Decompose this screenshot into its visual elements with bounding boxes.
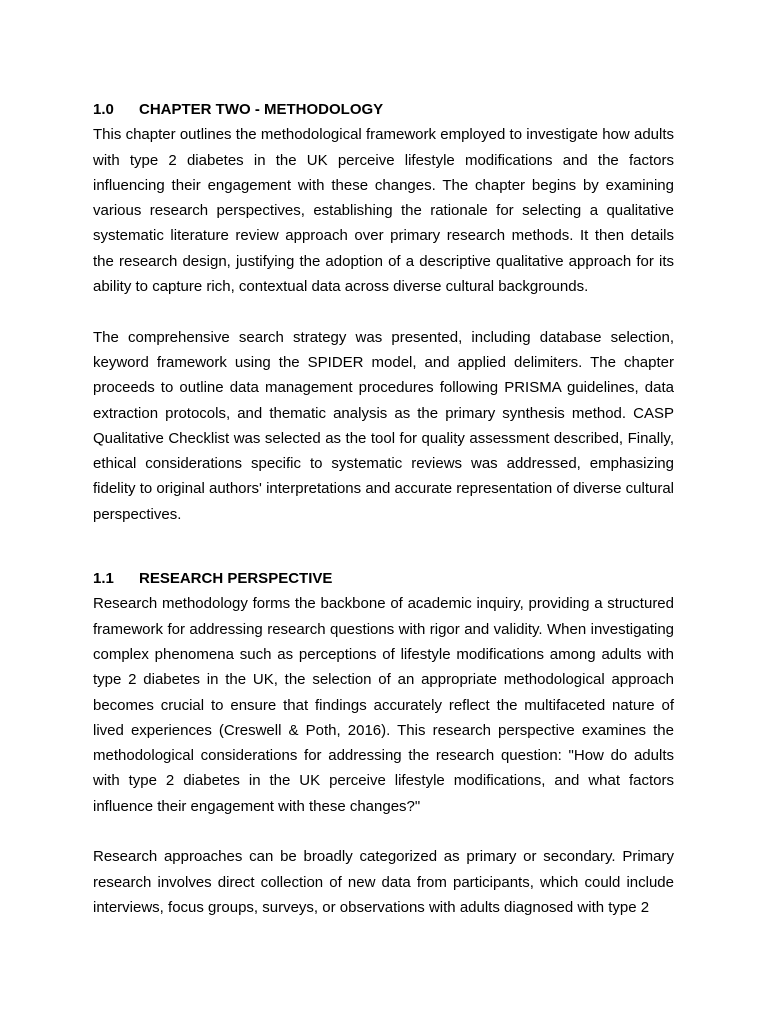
section-title: CHAPTER TWO - METHODOLOGY bbox=[139, 101, 384, 118]
paragraph: Research methodology forms the backbone of academic inquiry, providing a structured framework for addressing research questions with rigor and validity. When investigating complex phenomena such as perceptions of lifestyle modifications among adults with type 2 diabetes in the UK, the selection of an appropriate methodological approach becomes crucial to ensure that findings accurately reflect the multifaceted nature of lived experiences (Creswell & Poth, 2016). This research perspective examines the methodological considerations for addressing the research question: "How do adults with type 2 diabetes in the UK perceive lifestyle modifications, and what factors influence their engagement with these changes?" bbox=[93, 595, 674, 815]
document-page bbox=[93, 97, 674, 920]
paragraph-spacer bbox=[93, 819, 674, 844]
section-spacer bbox=[93, 527, 674, 566]
paragraph-spacer bbox=[93, 299, 674, 324]
section-number: 1.1 bbox=[93, 570, 114, 588]
section-title: RESEARCH PERSPECTIVE bbox=[139, 570, 333, 588]
section-number: 1.0 bbox=[93, 101, 114, 118]
paragraph: This chapter outlines the methodological framework employed to investigate how adults with type 2 diabetes in the UK perceive lifestyle modifications and the factors influencing their engagement with these changes. The chapter begins by examining various research perspectives, establishing the rationale for selecting a qualitative systematic literature review approach over primary research methods. It then details the research design, justifying the adoption of a descriptive qualitative approach for its ability to capture rich, contextual data across diverse cultural backgrounds. bbox=[93, 126, 674, 296]
section-heading-1-0 bbox=[93, 97, 674, 122]
section-heading-1-1 bbox=[93, 566, 674, 591]
paragraph: Research approaches can be broadly categorized as primary or secondary. Primary research involves direct collection of new data from participants, which could include interviews, focus groups, surveys, or observations with adults diagnosed with type 2 bbox=[93, 848, 674, 916]
paragraph: The comprehensive search strategy was presented, including database selection, keyword framework using the SPIDER model, and applied delimiters. The chapter proceeds to outline data management procedures following PRISMA guidelines, data extraction protocols, and thematic analysis as the primary synthesis method. CASP Qualitative Checklist was selected as the tool for quality assessment described, Finally, ethical considerations specific to systematic reviews was addressed, emphasizing fidelity to original authors' interpretations and accurate representation of diverse cultural perspectives. bbox=[93, 328, 674, 523]
